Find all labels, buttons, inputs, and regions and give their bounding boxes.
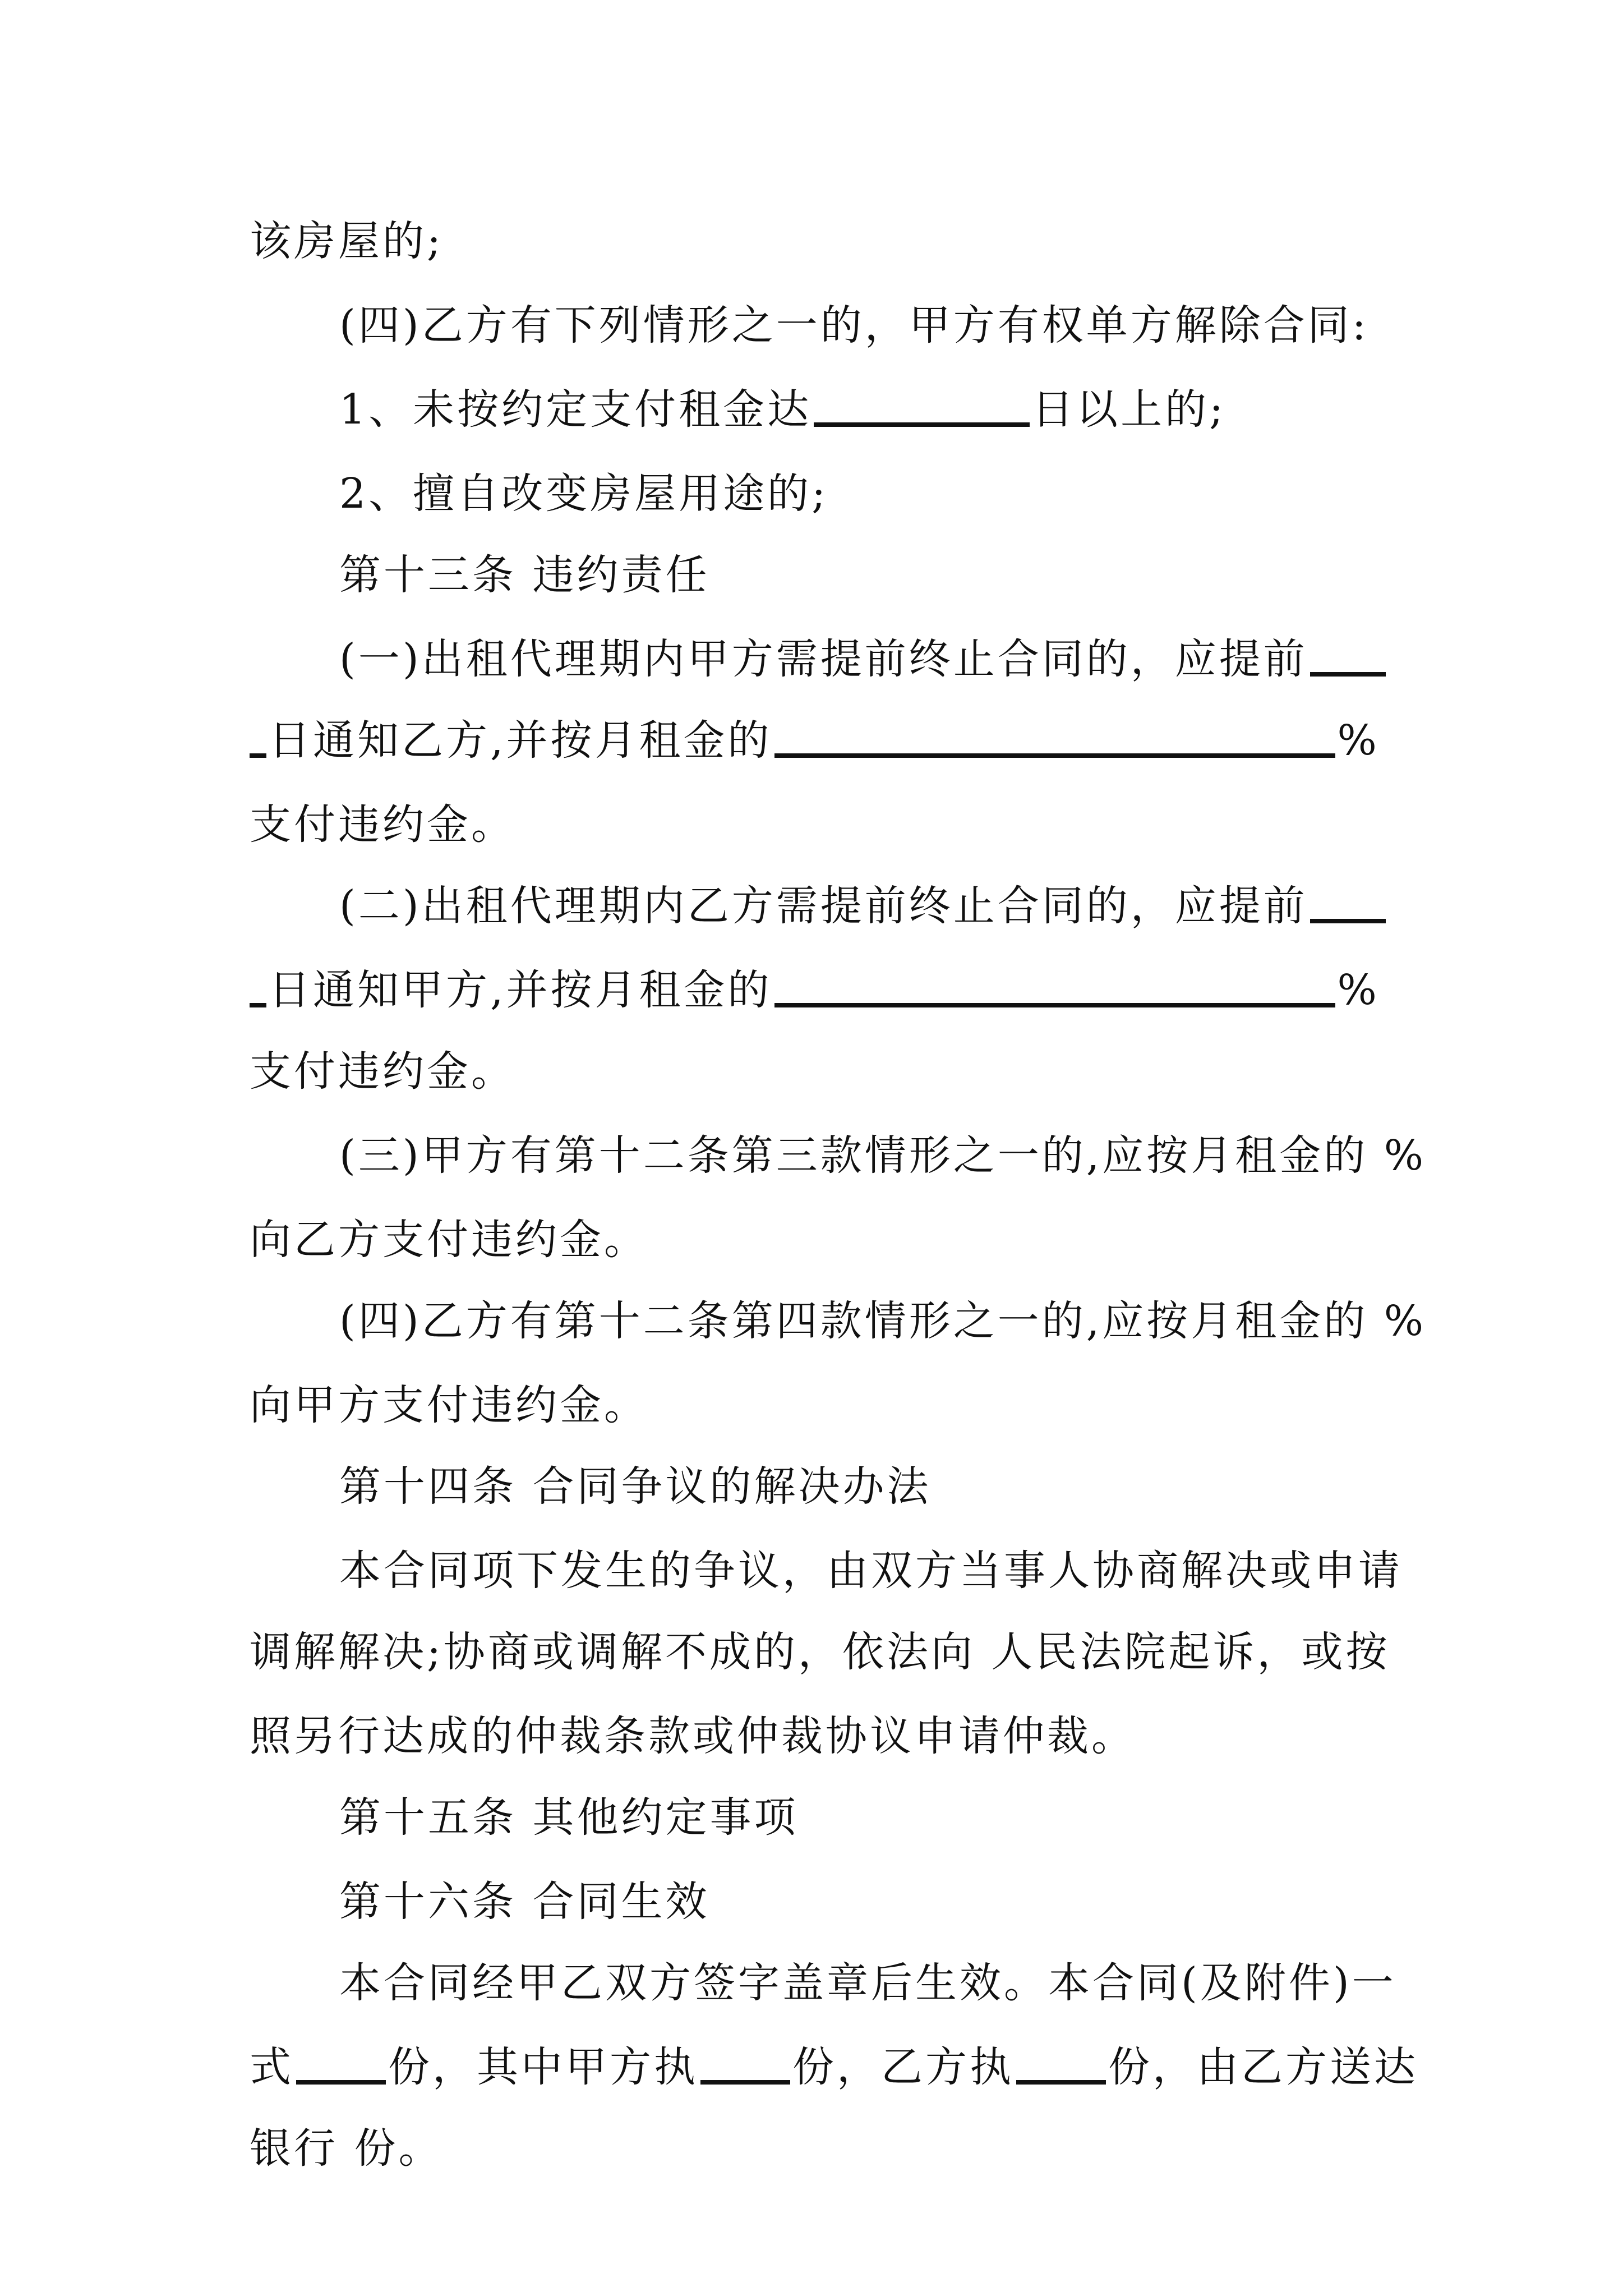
text-line: 本合同经甲乙双方签字盖章后生效。本合同(及附件)一 xyxy=(339,1959,1396,2007)
text-line: 向乙方支付违约金。 xyxy=(250,1216,648,1264)
fill-in-blank xyxy=(774,753,1335,758)
article-15-heading: 第十五条 其他约定事项 xyxy=(339,1793,799,1842)
clause-4-heading: (四)乙方有下列情形之一的，甲方有权单方解除合同: xyxy=(339,301,1369,349)
fill-in-blank xyxy=(296,2080,386,2085)
text-line: 本合同项下发生的争议，由双方当事人协商解决或申请 xyxy=(339,1547,1403,1595)
fill-in-blank xyxy=(774,1003,1335,1007)
text-line xyxy=(250,712,1380,769)
text-line: 支付违约金。 xyxy=(250,1047,515,1096)
fill-in-blank xyxy=(1310,919,1386,923)
fill-in-blank xyxy=(1310,672,1386,677)
article-14-heading: 第十四条 合同争议的解决办法 xyxy=(339,1462,932,1511)
article-16-heading: 第十六条 合同生效 xyxy=(339,1878,710,1926)
text-segment: 份，由乙方送达 xyxy=(1108,2043,1418,2091)
text-segment: 日通知乙方,并按月租金的 xyxy=(269,716,772,765)
text-segment: 日以上的; xyxy=(1032,385,1227,434)
text-line xyxy=(339,631,1388,687)
text-line xyxy=(250,962,1380,1018)
text-line xyxy=(339,381,1226,438)
text-line: 照另行达成的仲裁条款或仲裁协议申请仲裁。 xyxy=(250,1712,1136,1760)
text-line xyxy=(250,2039,1418,2095)
text-segment: 份，乙方执 xyxy=(792,2043,1014,2091)
text-segment: (二)出租代理期内乙方需提前终止合同的，应提前 xyxy=(339,882,1308,930)
text-line: (三)甲方有第十二条第三款情形之一的,应按月租金的 % xyxy=(339,1131,1427,1180)
fill-in-blank xyxy=(250,753,266,758)
text-line: 向甲方支付违约金。 xyxy=(250,1381,648,1429)
text-segment: % xyxy=(1337,716,1380,765)
text-segment: 日通知甲方,并按月租金的 xyxy=(269,966,772,1014)
fill-in-blank xyxy=(1016,2080,1106,2085)
text-line: 调解解决;协商或调解不成的，依法向 人民法院起诉，或按 xyxy=(250,1628,1390,1676)
text-line xyxy=(339,878,1388,934)
article-13-heading: 第十三条 违约责任 xyxy=(339,551,710,599)
text-line: (四)乙方有第十二条第四款情形之一的,应按月租金的 % xyxy=(339,1297,1427,1345)
text-segment: (一)出租代理期内甲方需提前终止合同的，应提前 xyxy=(339,635,1308,683)
text-segment: 1、未按约定支付租金达 xyxy=(339,385,812,434)
text-line: 支付违约金。 xyxy=(250,800,515,849)
text-segment: 份，其中甲方执 xyxy=(388,2043,698,2091)
fill-in-blank xyxy=(250,1003,266,1007)
fill-in-blank xyxy=(814,422,1030,427)
text-line: 该房屋的; xyxy=(250,217,444,265)
text-segment: % xyxy=(1337,966,1380,1014)
text-line: 银行 份。 xyxy=(250,2124,443,2173)
text-segment: 式 xyxy=(250,2043,294,2091)
text-line: 2、擅自改变房屋用途的; xyxy=(339,470,829,518)
fill-in-blank xyxy=(700,2080,790,2085)
